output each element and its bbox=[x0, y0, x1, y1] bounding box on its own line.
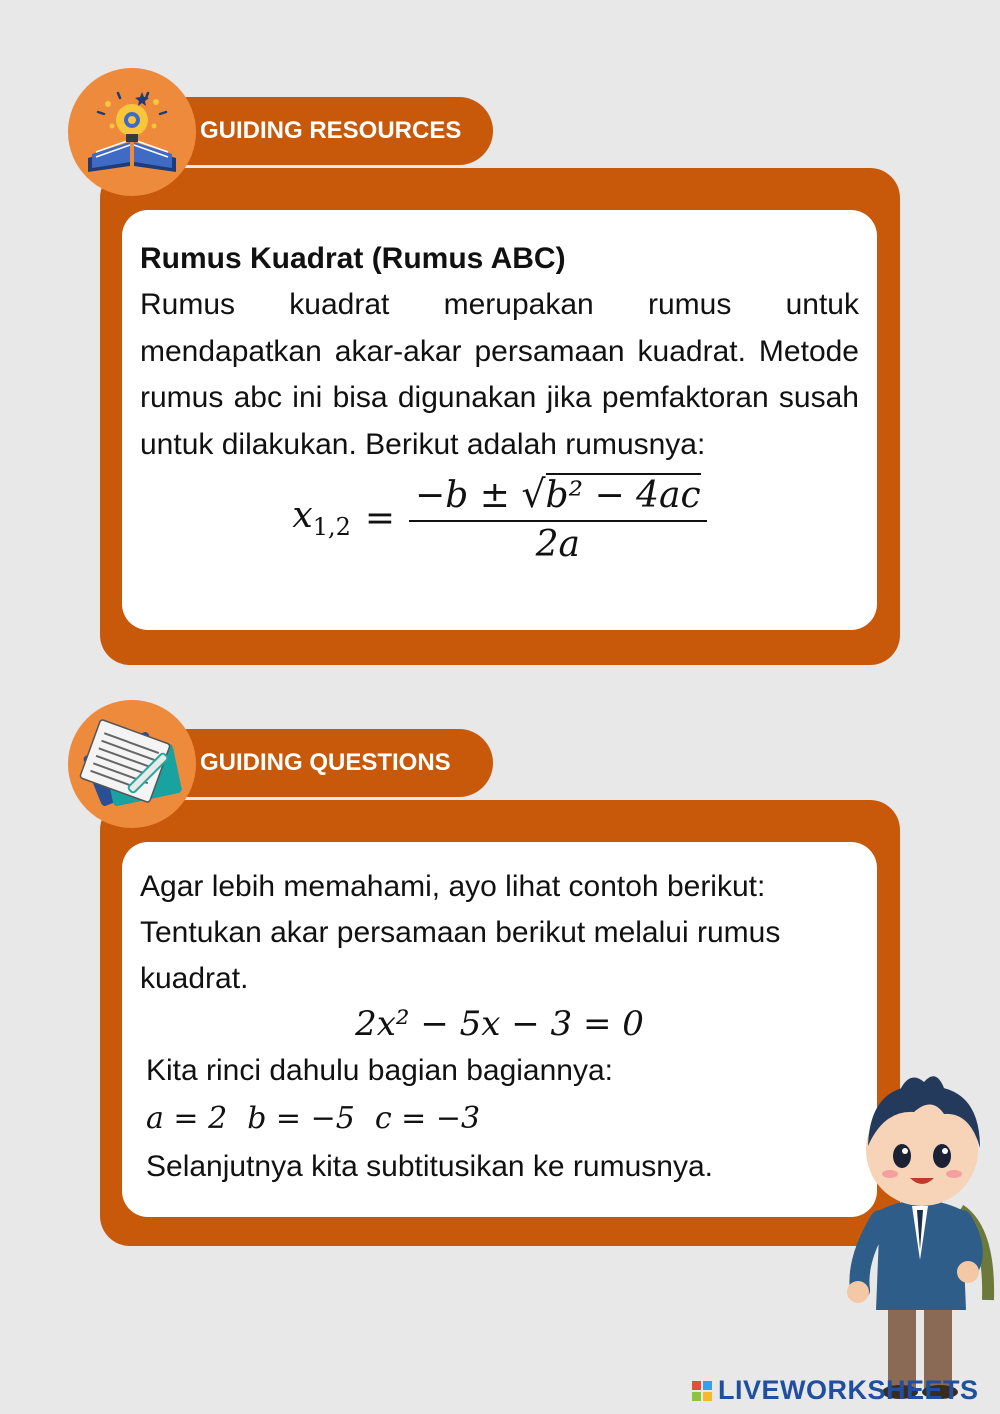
liveworksheets-logo bbox=[692, 1375, 979, 1406]
questions-badge bbox=[68, 700, 196, 828]
coefficients-row bbox=[140, 1094, 859, 1144]
resources-card bbox=[122, 210, 877, 630]
book-lightbulb-icon bbox=[68, 68, 196, 196]
formula-denominator: 2a bbox=[535, 524, 581, 565]
formula-lhs: x bbox=[292, 495, 313, 537]
coefficient-a: a = 2 bbox=[146, 1101, 228, 1136]
student-boy-illustration bbox=[840, 1060, 1000, 1400]
liveworksheets-logo-icon bbox=[692, 1381, 712, 1401]
documents-pen-icon bbox=[68, 700, 196, 828]
formula-numerator bbox=[409, 472, 707, 520]
questions-label: GUIDING QUESTIONS bbox=[200, 749, 451, 776]
formula-equals: = bbox=[364, 498, 396, 539]
questions-task: Tentukan akar persamaan berikut melalui rumus kuadrat. bbox=[140, 916, 781, 995]
questions-intro: Agar lebih memahami, ayo lihat contoh berikut: bbox=[140, 870, 766, 903]
coefficient-b: b = −5 bbox=[247, 1101, 355, 1136]
questions-breakdown: Kita rinci dahulu bagian bagiannya: bbox=[146, 1054, 614, 1087]
coefficient-c: c = −3 bbox=[374, 1101, 481, 1136]
liveworksheets-brand: LIVEWORKSHEETS bbox=[718, 1375, 979, 1405]
resources-badge bbox=[68, 68, 196, 196]
formula-numerator-prefix: −b ± bbox=[415, 475, 510, 516]
formula-fraction bbox=[409, 472, 707, 565]
questions-next-step: Selanjutnya kita subtitusikan ke rumusnya. bbox=[146, 1150, 713, 1183]
resources-paragraph: Rumus kuadrat merupakan rumus untuk mendapatkan akar-akar persamaan kuadrat. Metode rumus abc ini bisa digunakan jika pemfaktoran susah untuk dilakukan. Berikut adalah rumusnya: bbox=[140, 288, 859, 461]
formula-radicand: b² − 4ac bbox=[545, 475, 701, 516]
quadratic-formula bbox=[140, 472, 859, 565]
questions-card bbox=[122, 842, 877, 1217]
formula-lhs-subscript: 1,2 bbox=[312, 513, 351, 542]
sqrt-icon: √ bbox=[521, 472, 546, 516]
questions-equation: 2x² − 5x − 3 = 0 bbox=[355, 1004, 644, 1044]
resources-label: GUIDING RESOURCES bbox=[200, 117, 462, 144]
resources-heading: Rumus Kuadrat (Rumus ABC) bbox=[140, 242, 566, 275]
